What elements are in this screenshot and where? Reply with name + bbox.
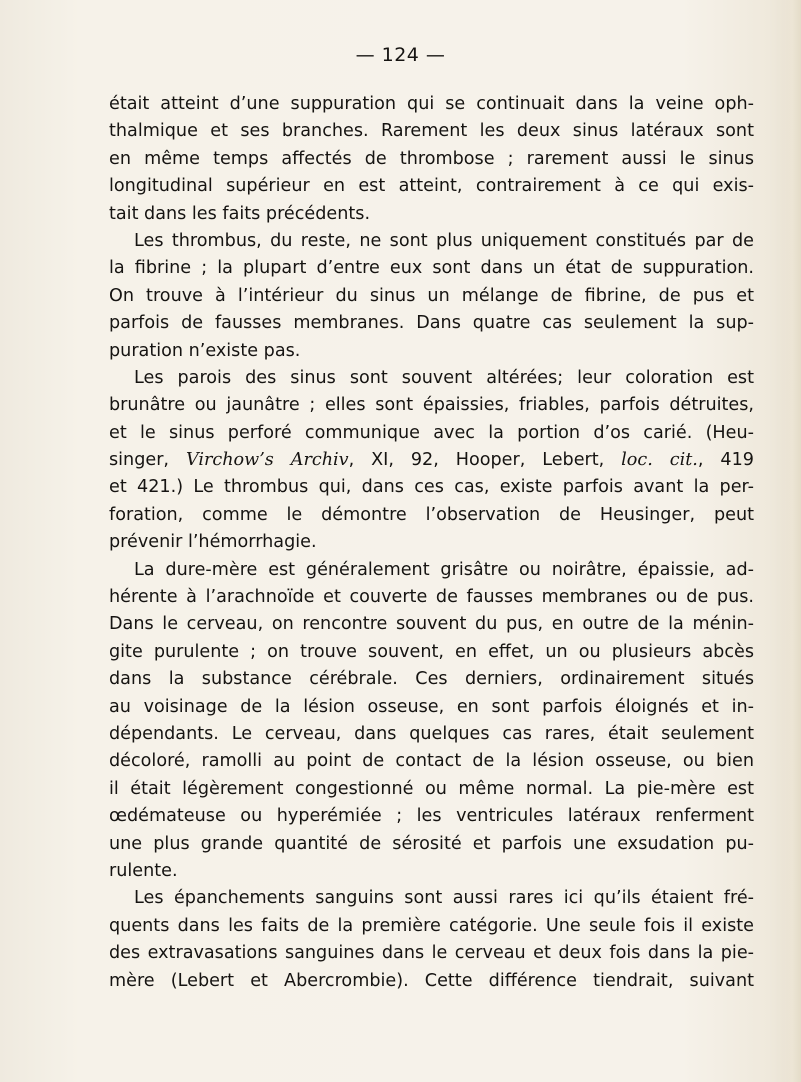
text-line: une plus grande quantité de sérosité et parfois une exsudation pu- [109,833,754,854]
text-line: était atteint d’une suppuration qui se continuait dans la veine oph- [109,94,754,114]
text-line: quents dans les faits de la première catégorie. Une seule fois il existe [109,915,754,936]
text-line: au voisinage de la lésion osseuse, en sont parfois éloignés et in- [109,696,754,717]
text-line: il était légèrement congestionné ou même normal. La pie-mère est [109,778,754,799]
text-line: œdémateuse ou hyperémiée ; les ventricules latéraux renferment [109,806,754,827]
text-line: prévenir l’hémorrhagie. [109,532,317,553]
page-number: — 124 — [355,44,446,66]
text-line: dépendants. Le cerveau, dans quelques cas rares, était seulement [109,723,754,744]
text-line: thalmique et ses branches. Rarement les deux sinus latéraux sont [109,121,754,142]
text-line: La dure-mère est généralement grisâtre ou noirâtre, épaissie, ad- [134,559,754,580]
text-line: brunâtre ou jaunâtre ; elles sont épaissies, friables, parfois détruites, [109,395,754,416]
text-line: hérente à l’arachnoïde et couverte de fausses membranes ou de pus. [109,587,754,608]
text-line: la fibrine ; la plupart d’entre eux sont dans un état de suppuration. [109,258,754,279]
text-line: dans la substance cérébrale. Ces derniers, ordinairement situés [109,669,754,690]
text-line: mère (Lebert et Abercrombie). Cette différence tiendrait, suivant [109,970,754,991]
text-line: décoloré, ramolli au point de contact de la lésion osseuse, ou bien [109,751,754,772]
text-line: tait dans les faits précédents. [109,203,371,224]
text-line: rulente. [109,860,178,881]
text-line: puration n’existe pas. [109,340,301,361]
text-line: Les parois des sinus sont souvent altérées; leur coloration est [134,367,754,388]
text-line: foration, comme le démontre l’observation de Heusinger, peut [109,504,754,525]
text-line: des extravasations sanguines dans le cerveau et deux fois dans la pie- [109,943,754,964]
text-line: gite purulente ; on trouve souvent, en effet, un ou plusieurs abcès [109,641,754,662]
text-line: On trouve à l’intérieur du sinus un mélange de fibrine, de pus et [109,285,754,306]
body-text [109,91,754,995]
text-line: en même temps affectés de thrombose ; rarement aussi le sinus [109,148,754,169]
page-edge-shadow [779,0,801,1082]
text-line: et le sinus perforé communique avec la portion d’os carié. (Heu- [109,422,754,443]
text-line: singer, Virchow’s Archiv, XI, 92, Hooper, Lebert, loc. cit., 419 [109,450,754,471]
text-line: et 421.) Le thrombus qui, dans ces cas, existe parfois avant la per- [109,477,754,498]
text-line: parfois de fausses membranes. Dans quatre cas seulement la sup- [109,313,754,334]
text-line: Les épanchements sanguins sont aussi rares ici qu’ils étaient fré- [134,888,754,909]
text-line: Les thrombus, du reste, ne sont plus uniquement constitués par de [134,230,754,251]
text-line: Dans le cerveau, on rencontre souvent du pus, en outre de la ménin- [109,614,754,635]
text-line: longitudinal supérieur en est atteint, contrairement à ce qui exis- [109,176,754,197]
